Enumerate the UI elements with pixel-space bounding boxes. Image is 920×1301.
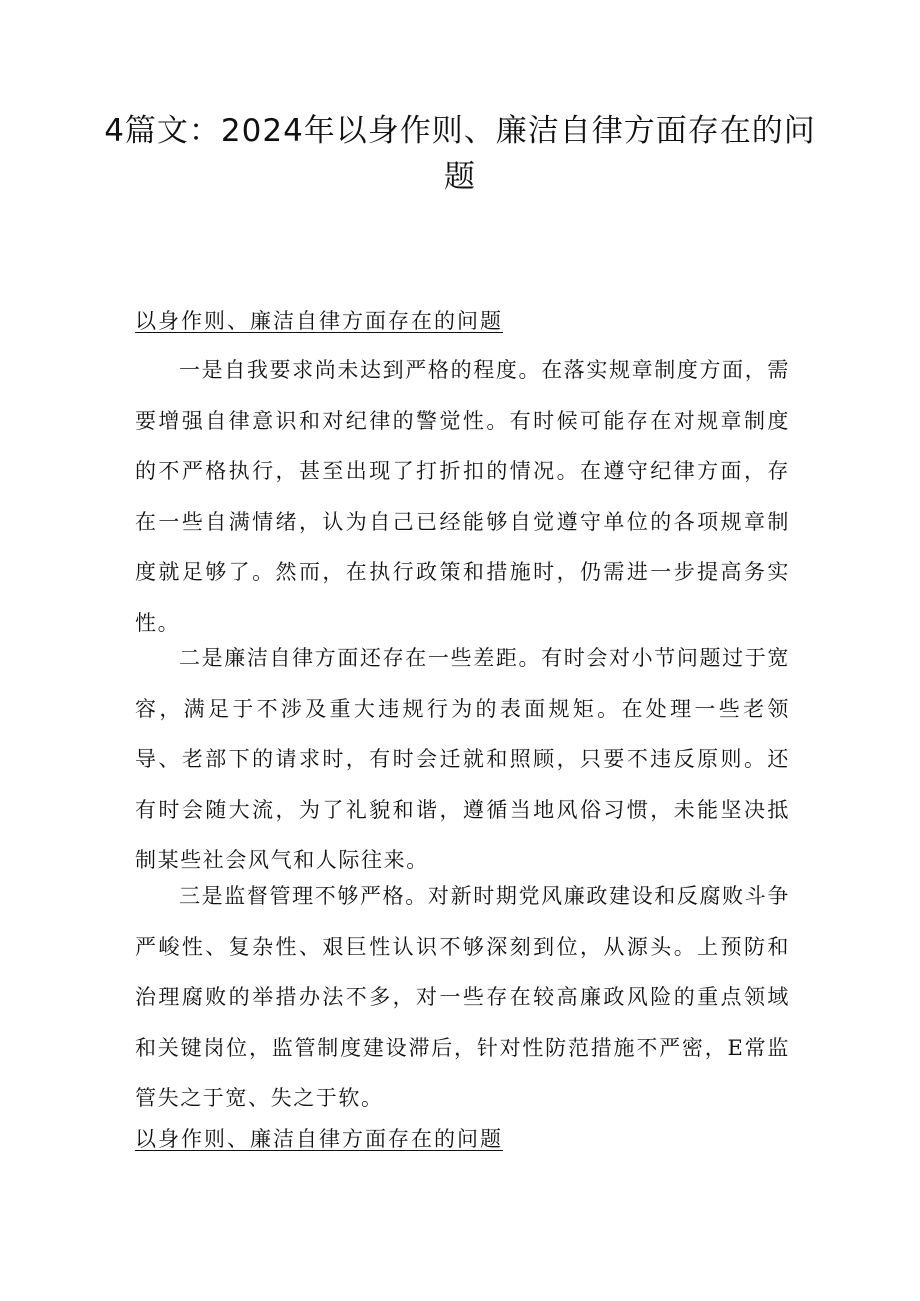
paragraph-1: 一是自我要求尚未达到严格的程度。在落实规章制度方面，需要增强自律意识和对纪律的警觉性。有时候可能存在对规章制度的不严格执行，甚至出现了打折扣的情况。在遵守纪律方面，存在一些自满情绪，认为自己已经能够自觉遵守单位的各项规章制度就足够了。然而，在执行政策和措施时，仍需进一步提高务实性。: [135, 358, 790, 635]
paragraph-3: 三是监督管理不够严格。对新时期党风廉政建设和反腐败斗争严峻性、复杂性、艰巨性认识不够深刻到位，从源头。上预防和治理腐败的举措办法不多，对一些存在较高廉政风险的重点领域和关键岗位，监管制度建设滞后，针对性防范措施不严密，E常监管失之于宽、失之于软。: [135, 884, 790, 1110]
section-heading: 以身作则、廉洁自律方面存在的问题: [135, 309, 503, 333]
section-heading-repeat: 以身作则、廉洁自律方面存在的问题: [135, 1127, 503, 1151]
document-title: 4篇文：2024年以身作则、廉洁自律方面存在的问题: [104, 113, 816, 195]
paragraph-2: 二是廉洁自律方面还存在一些差距。有时会对小节问题过于宽容，满足于不涉及重大违规行为的表面规矩。在处理一些老领导、老部下的请求时，有时会迁就和照顾，只要不违反原则。还有时会随大流，为了礼貌和谐，遵循当地风俗习惯，未能坚决抵制某些社会风气和人际往来。: [135, 646, 790, 872]
